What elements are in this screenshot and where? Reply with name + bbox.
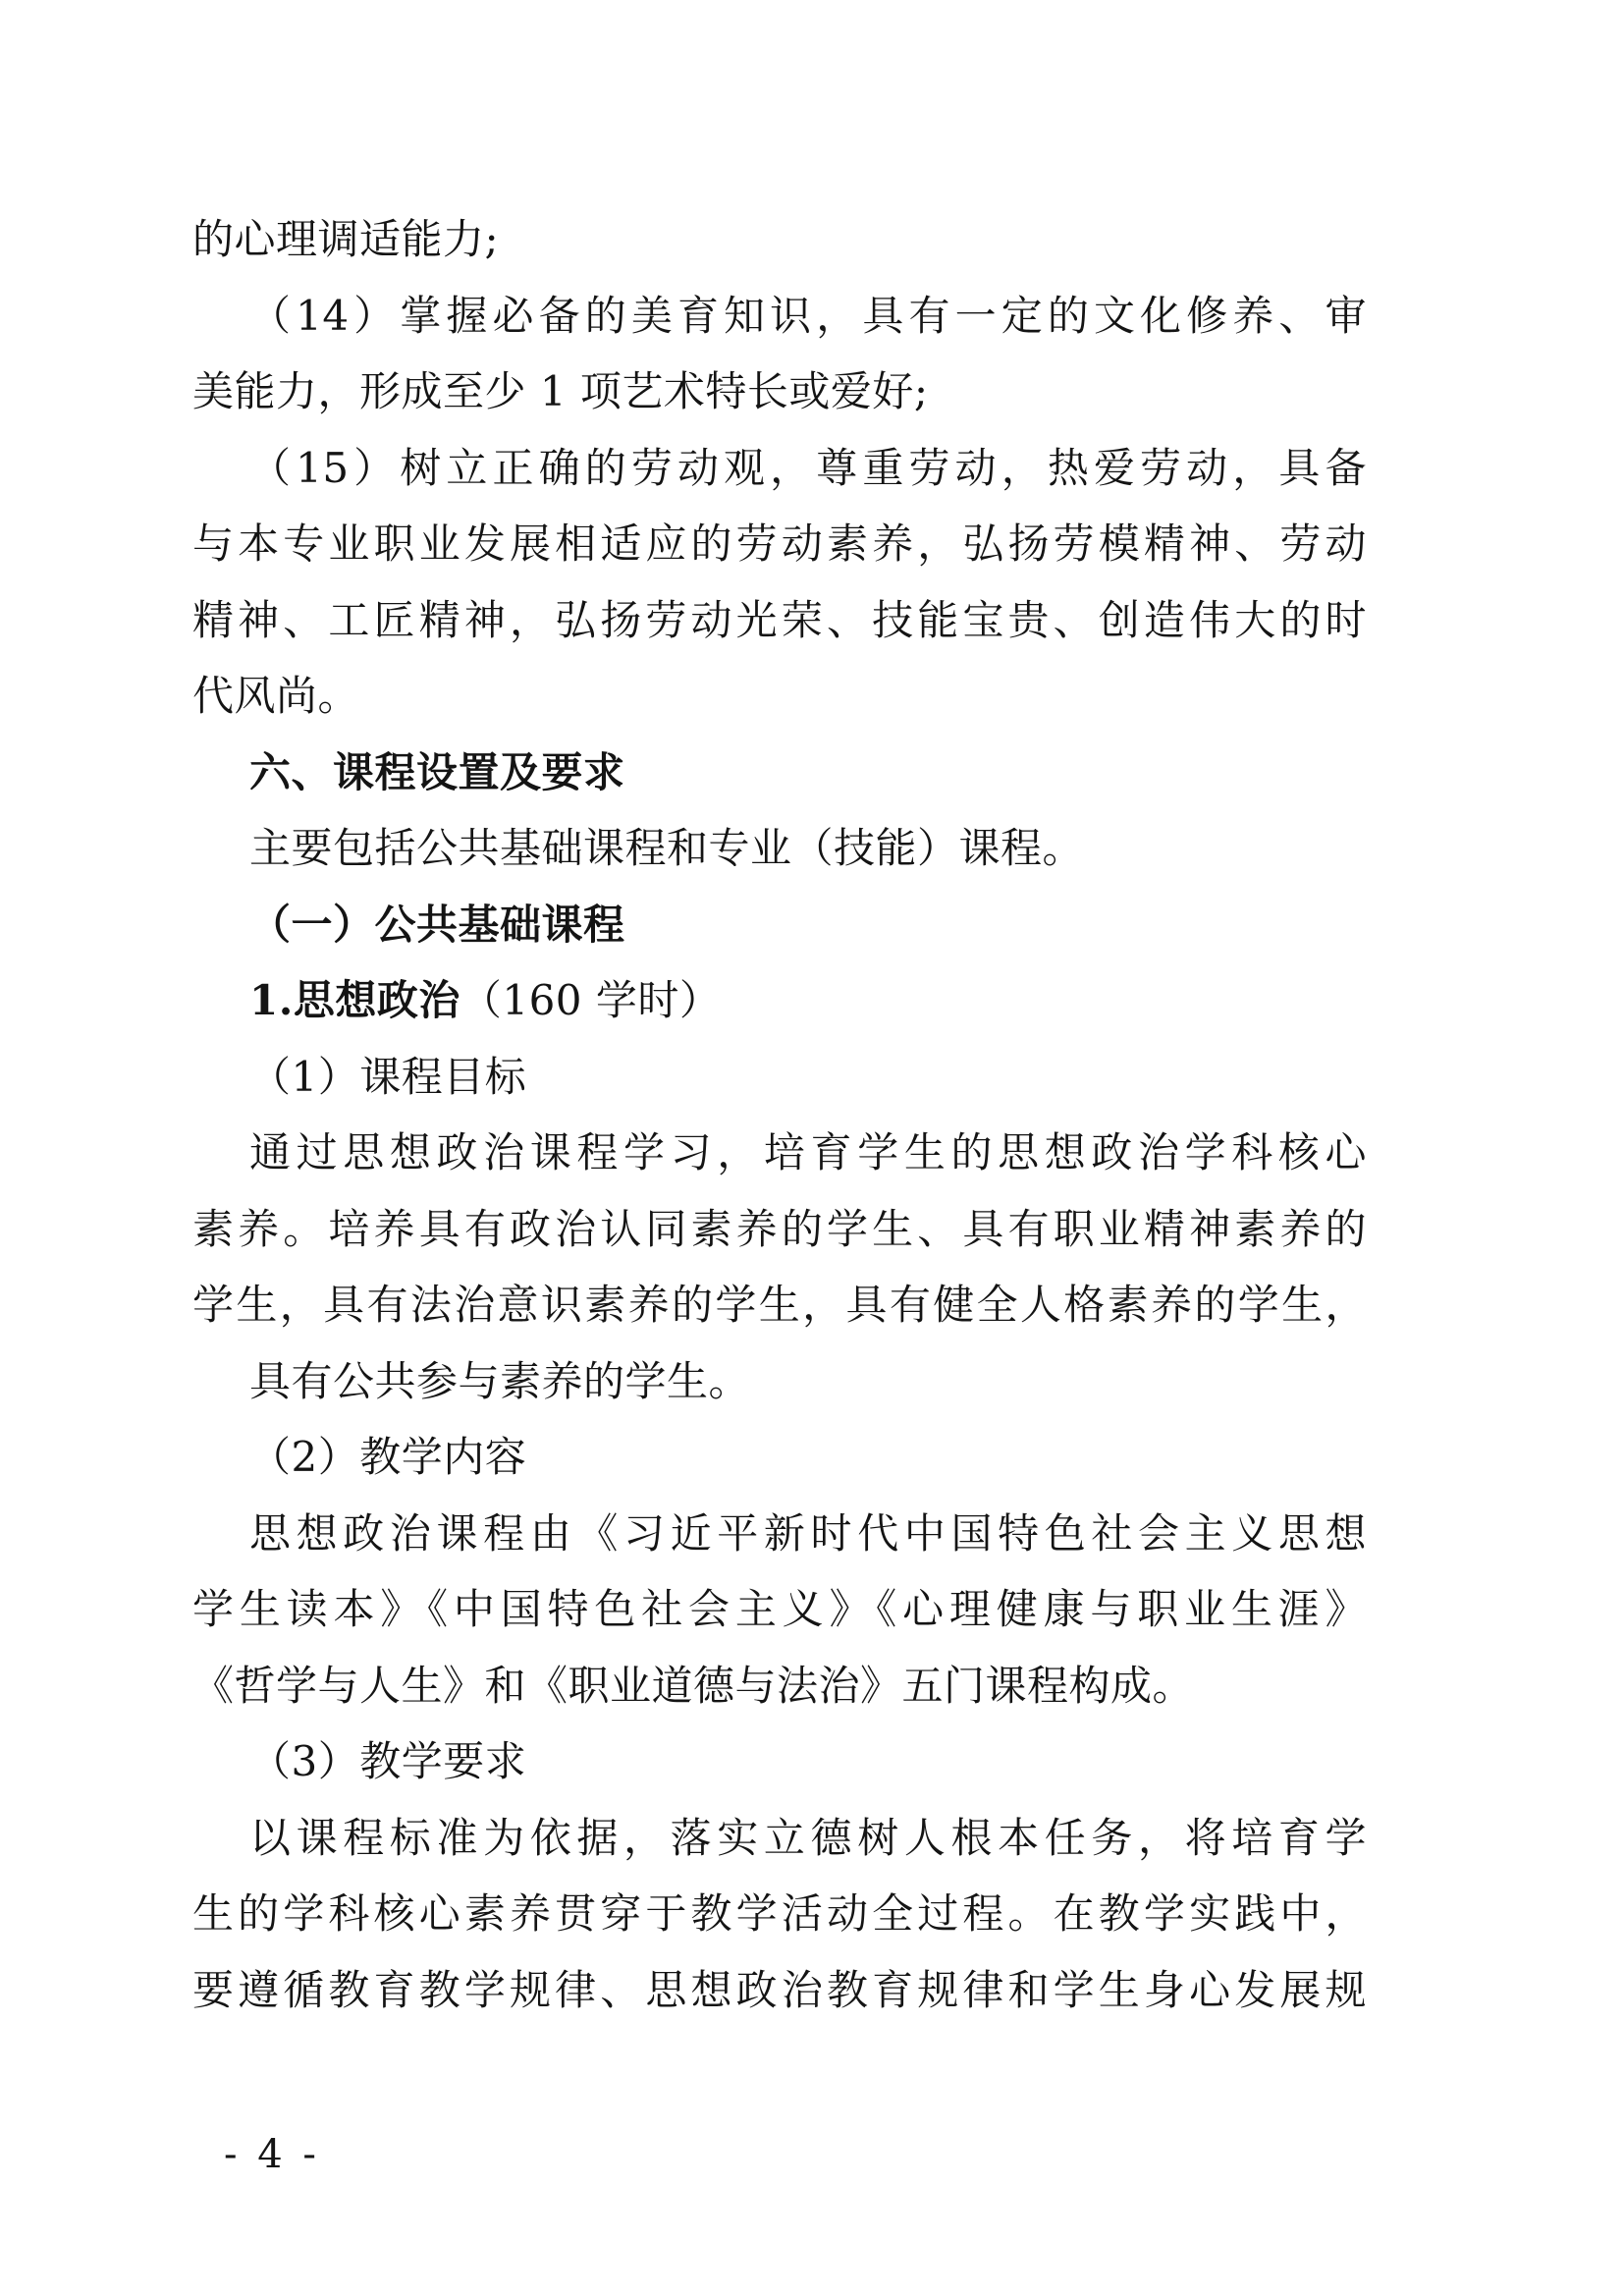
text-line: （1）课程目标 (249, 1052, 527, 1101)
text-line: 思想政治课程由《习近平新时代中国特色社会主义思想 (249, 1508, 1367, 1558)
text-line: （15）树立正确的劳动观，尊重劳动，热爱劳动，具备 (249, 443, 1367, 492)
text-line: 的心理调适能力; (192, 215, 500, 263)
subsection-heading: （一）公共基础课程 (249, 900, 625, 949)
text-line: 素养。培养具有政治认同素养的学生、具有职业精神素养的 (192, 1204, 1367, 1253)
page-content (192, 201, 1367, 2028)
text-line: 通过思想政治课程学习，培育学生的思想政治学科核心 (249, 1128, 1367, 1176)
text-line: 主要包括公共基础课程和专业（技能）课程。 (249, 824, 1085, 872)
course-title: 1.思想政治 (249, 976, 460, 1024)
text-line: （2）教学内容 (249, 1433, 527, 1481)
text-line: 《哲学与人生》和《职业道德与法治》五门课程构成。 (192, 1661, 1195, 1710)
text-line: 以课程标准为依据，落实立德树人根本任务，将培育学 (249, 1813, 1367, 1862)
text-line: （14）掌握必备的美育知识，具有一定的文化修养、审 (249, 291, 1367, 340)
course-heading (192, 962, 1367, 1039)
text-line: 生的学科核心素养贯穿于教学活动全过程。在教学实践中， (192, 1889, 1367, 1938)
text-line: 与本专业职业发展相适应的劳动素养，弘扬劳模精神、劳动 (192, 519, 1367, 568)
text-line: 具有公共参与素养的学生。 (249, 1356, 751, 1405)
text-line: 学生，具有法治意识素养的学生，具有健全人格素养的学生， (192, 1281, 1367, 1329)
text-line: 代风尚。 (192, 672, 360, 720)
page-number: - 4 - (224, 2132, 320, 2177)
text-line: 美能力，形成至少 1 项艺术特长或爱好; (192, 367, 929, 415)
text-line: 精神、工匠精神，弘扬劳动光荣、技能宝贵、创造伟大的时 (192, 595, 1367, 644)
course-hours: （160 学时） (460, 976, 722, 1024)
text-line: （3）教学要求 (249, 1737, 527, 1785)
text-line: 要遵循教育教学规律、思想政治教育规律和学生身心发展规 (192, 1965, 1367, 2014)
text-line: 学生读本》《中国特色社会主义》《心理健康与职业生涯》 (192, 1585, 1367, 1633)
section-heading: 六、课程设置及要求 (249, 747, 625, 796)
